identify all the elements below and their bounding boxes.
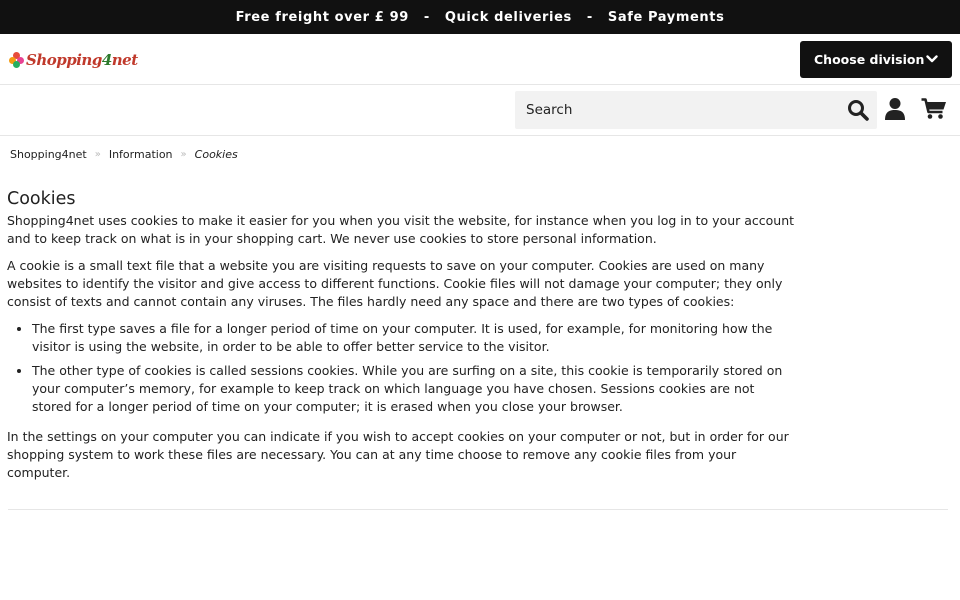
search-icon[interactable] <box>847 99 869 121</box>
search-bar-row <box>0 85 960 136</box>
site-logo[interactable] <box>9 48 138 72</box>
list-item: • The first type saves a file for a longer period of time on your computer. It is used, for example, for monitoring how the visitor is using the website, in order to be able to offer better service to the visitor. <box>32 320 797 356</box>
choose-division-button[interactable] <box>800 41 952 78</box>
search-box <box>515 91 877 129</box>
content-divider <box>8 509 948 510</box>
promo-separator: - <box>423 9 430 25</box>
list-item: • The other type of cookies is called sessions cookies. While you are surfing on a site, this cookie is temporarily stored on your computer’s memory, for example to keep track on which language you have chosen. Sessions cookies are not stored for a longer period of time on your computer; it is erased when you close your browser. <box>32 362 797 416</box>
cookie-definition-paragraph: A cookie is a small text file that a website you are visiting requests to save on your computer. Cookies are used on many websites to identify the visitor and give access to different functions. Cookie files will not damage your computer; they only consist of texts and cannot contain any viruses. The files hardly need any space and there are two types of cookies: <box>7 258 783 309</box>
promo-free-freight: Free freight over £ 99 <box>235 9 409 25</box>
breadcrumb <box>10 148 238 161</box>
page-title: Cookies <box>7 189 76 209</box>
intro-paragraph: Shopping4net uses cookies to make it easier for you when you visit the website, for instance when you log in to your account and to keep track on what is in your shopping cart. We never use cookies to store personal information. <box>7 213 795 246</box>
site-header <box>0 34 960 85</box>
breadcrumb-home-link[interactable]: Shopping4net <box>10 148 87 161</box>
chevron-down-icon <box>926 53 938 65</box>
promo-bar <box>0 0 960 34</box>
search-input[interactable] <box>515 91 835 129</box>
promo-separator: - <box>586 9 593 25</box>
promo-quick-deliveries: Quick deliveries <box>444 9 572 25</box>
logo-flower-icon <box>9 52 25 68</box>
breadcrumb-current: Cookies <box>194 148 238 161</box>
settings-paragraph: In the settings on your computer you can indicate if you wish to accept cookies on your computer or not, but in order for our shopping system to work these files are necessary. You can at any time choose to remove any cookie files from your computer. <box>7 429 789 480</box>
choose-division-label: Choose division <box>814 52 925 67</box>
promo-safe-payments: Safe Payments <box>607 9 725 25</box>
breadcrumb-separator: » <box>180 149 187 160</box>
cart-icon[interactable] <box>921 98 947 120</box>
cookie-types-list <box>32 320 797 416</box>
cookies-article <box>7 188 797 491</box>
breadcrumb-information-link[interactable]: Information <box>108 148 173 161</box>
breadcrumb-separator: » <box>94 149 101 160</box>
user-icon[interactable] <box>884 97 906 121</box>
logo-text: Shopping4net <box>26 51 138 69</box>
